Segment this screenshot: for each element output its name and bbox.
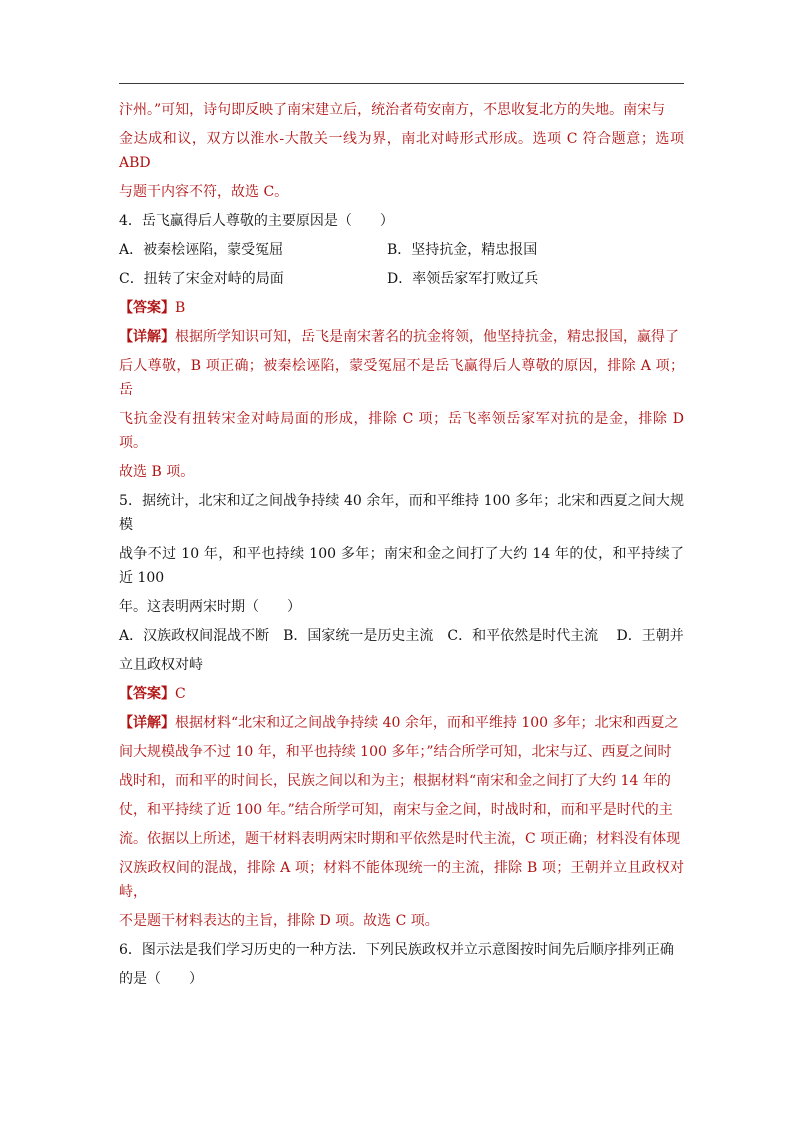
q5-stem-line-1: 5．据统计，北宋和辽之间战争持续 40 余年，而和平维持 100 多年；北宋和西夏之间大规模 xyxy=(119,493,684,533)
q5-options-line-1: A．汉族政权间混战不断 B．国家统一是历史主流 C．和平依然是时代主流 D．王朝并 xyxy=(119,628,684,644)
q5-explain-line-5: 流。依据以上所述，题干材料表明两宋时期和平依然是时代主流，C 项正确；材料没有体现 xyxy=(119,831,681,847)
q4-explain-line-4: 故选 B 项。 xyxy=(119,464,195,480)
q4-explain-line-2: 后人尊敬，B 项正确；被秦桧诬陷，蒙受冤屈不是岳飞赢得后人尊敬的原因，排除 A 项；岳 xyxy=(119,358,684,398)
q5-explain-line-3: 战时和，而和平的时间长，民族之间以和为主；根据材料“南宋和金之间打了大约 14 年的 xyxy=(119,773,671,789)
q5-answer-tag: 【答案】 xyxy=(119,686,175,702)
q5-explain-line-2: 间大规模战争不过 10 年，和平也持续 100 多年；”结合所学可知，北宋与辽、西夏之间时 xyxy=(119,744,672,760)
q5-options-line-2: 立且政权对峙 xyxy=(119,657,203,673)
q4-explain-line-3: 飞抗金没有扭转宋金对峙局面的形成，排除 C 项；岳飞率领岳家军对抗的是金，排除 D 项。 xyxy=(119,411,684,451)
q4-options-row-1 xyxy=(119,238,684,262)
header-rule xyxy=(119,83,684,84)
q4-explain-line-1 xyxy=(119,325,684,349)
q4-explain-tag: 【详解】 xyxy=(119,329,175,345)
q5-explain-line-6: 汉族政权间的混战，排除 A 项；材料不能体现统一的主流，排除 B 项；王朝并立且政权对峙， xyxy=(119,860,684,900)
q5-explain-tag: 【详解】 xyxy=(119,715,175,731)
q5-explain-line-7: 不是题干材料表达的主旨，排除 D 项。故选 C 项。 xyxy=(119,913,439,929)
q3-explain-line-2: 金达成和议，双方以淮水-大散关一线为界，南北对峙形式形成。选项 C 符合题意；选项 ABD xyxy=(119,131,684,171)
q4-stem: 4．岳飞赢得后人尊敬的主要原因是（ ） xyxy=(119,213,394,229)
q4-answer-value: B xyxy=(175,300,186,316)
q4-answer xyxy=(119,296,684,320)
q4-option-d: D．率领岳家军打败辽兵 xyxy=(387,271,539,287)
q4-options-row-2 xyxy=(119,267,684,291)
q5-explain-text-1: 根据材料“北宋和辽之间战争持续 40 余年，而和平维持 100 多年；北宋和西夏之 xyxy=(175,715,679,731)
q3-explain-line-1: 汴州。”可知，诗句即反映了南宋建立后，统治者苟安南方，不思收复北方的失地。南宋与 xyxy=(119,102,666,118)
q5-explain-line-1 xyxy=(119,711,684,735)
q5-explain-line-4: 仗，和平持续了近 100 年。”结合所学可知，南宋与金之间，时战时和，而和平是时代的主 xyxy=(119,802,673,818)
q4-option-b: B．坚持抗金，精忠报国 xyxy=(387,242,538,258)
page-content xyxy=(119,98,684,991)
q6-stem-line-2: 的是（ ） xyxy=(119,971,203,987)
q5-answer-value: C xyxy=(175,686,186,702)
q6-stem-line-1: 6．图示法是我们学习历史的一种方法．下列民族政权并立示意图按时间先后顺序排列正确 xyxy=(119,942,674,958)
q4-answer-tag: 【答案】 xyxy=(119,300,175,316)
q4-option-a: A．被秦桧诬陷，蒙受冤屈 xyxy=(119,242,284,258)
q3-explain-line-3: 与题干内容不符，故选 C。 xyxy=(119,184,289,200)
document-page xyxy=(119,0,684,1123)
q4-option-c: C．扭转了宋金对峙的局面 xyxy=(119,271,284,287)
q4-explain-text-1: 根据所学知识可知，岳飞是南宋著名的抗金将领，他坚持抗金，精忠报国，赢得了 xyxy=(175,329,679,345)
q5-stem-line-3: 年。这表明两宋时期（ ） xyxy=(119,599,301,615)
q5-answer xyxy=(119,682,684,706)
q5-stem-line-2: 战争不过 10 年，和平也持续 100 多年；南宋和金之间打了大约 14 年的仗，和平持续了近 100 xyxy=(119,546,684,586)
